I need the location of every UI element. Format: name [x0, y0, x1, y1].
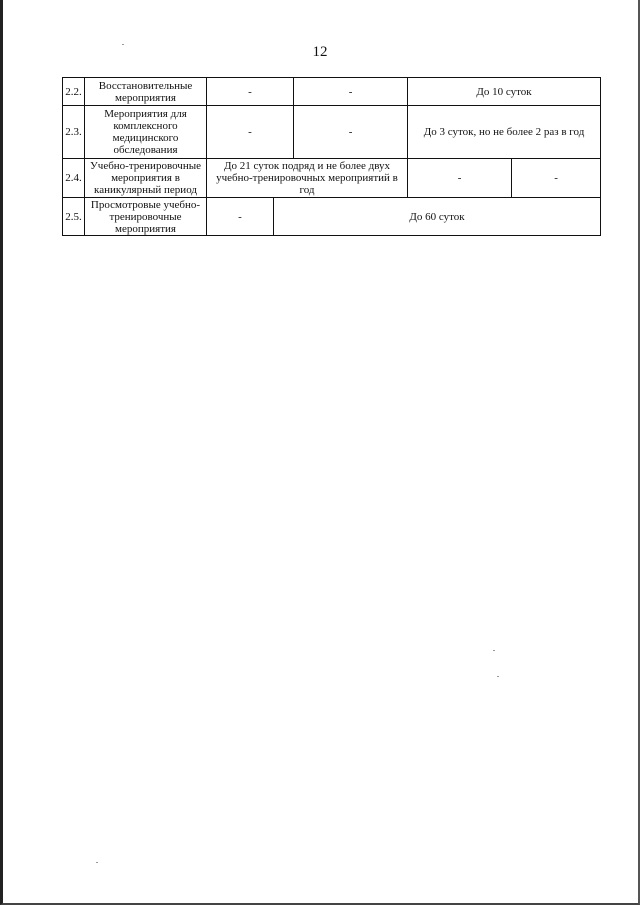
training-schedule-table: [62, 77, 601, 236]
duration-cell: -: [294, 78, 408, 106]
duration-cell: До 60 суток: [274, 198, 601, 236]
row-number: 2.2.: [63, 78, 85, 106]
duration-cell: -: [408, 159, 512, 198]
scan-speck: [493, 650, 495, 651]
duration-cell: До 10 суток: [408, 78, 601, 106]
page-number: 12: [312, 44, 328, 60]
duration-cell: До 3 суток, но не более 2 раз в год: [408, 106, 601, 159]
duration-cell: -: [207, 198, 274, 236]
duration-cell: -: [294, 106, 408, 159]
row-number: 2.4.: [63, 159, 85, 198]
event-name-cell: Учебно-тренировочные мероприятия в каникулярный период: [85, 159, 207, 198]
scan-speck: [122, 44, 124, 45]
scan-speck: [497, 676, 499, 677]
event-name-cell: Просмотровые учебно-тренировочные мероприятия: [85, 198, 207, 236]
duration-cell: До 21 суток подряд и не более двух учебно-тренировочных мероприятий в год: [207, 159, 408, 198]
event-name-cell: Восстановительные мероприятия: [85, 78, 207, 106]
duration-cell: -: [512, 159, 601, 198]
duration-cell: -: [207, 78, 294, 106]
table-row: [63, 78, 601, 106]
event-name-cell: Мероприятия для комплексного медицинского обследования: [85, 106, 207, 159]
scan-speck: [96, 862, 98, 863]
table-row: [63, 198, 601, 236]
row-number: 2.5.: [63, 198, 85, 236]
duration-cell: -: [207, 106, 294, 159]
row-number: 2.3.: [63, 106, 85, 159]
table-row: [63, 159, 601, 198]
table-row: [63, 106, 601, 159]
